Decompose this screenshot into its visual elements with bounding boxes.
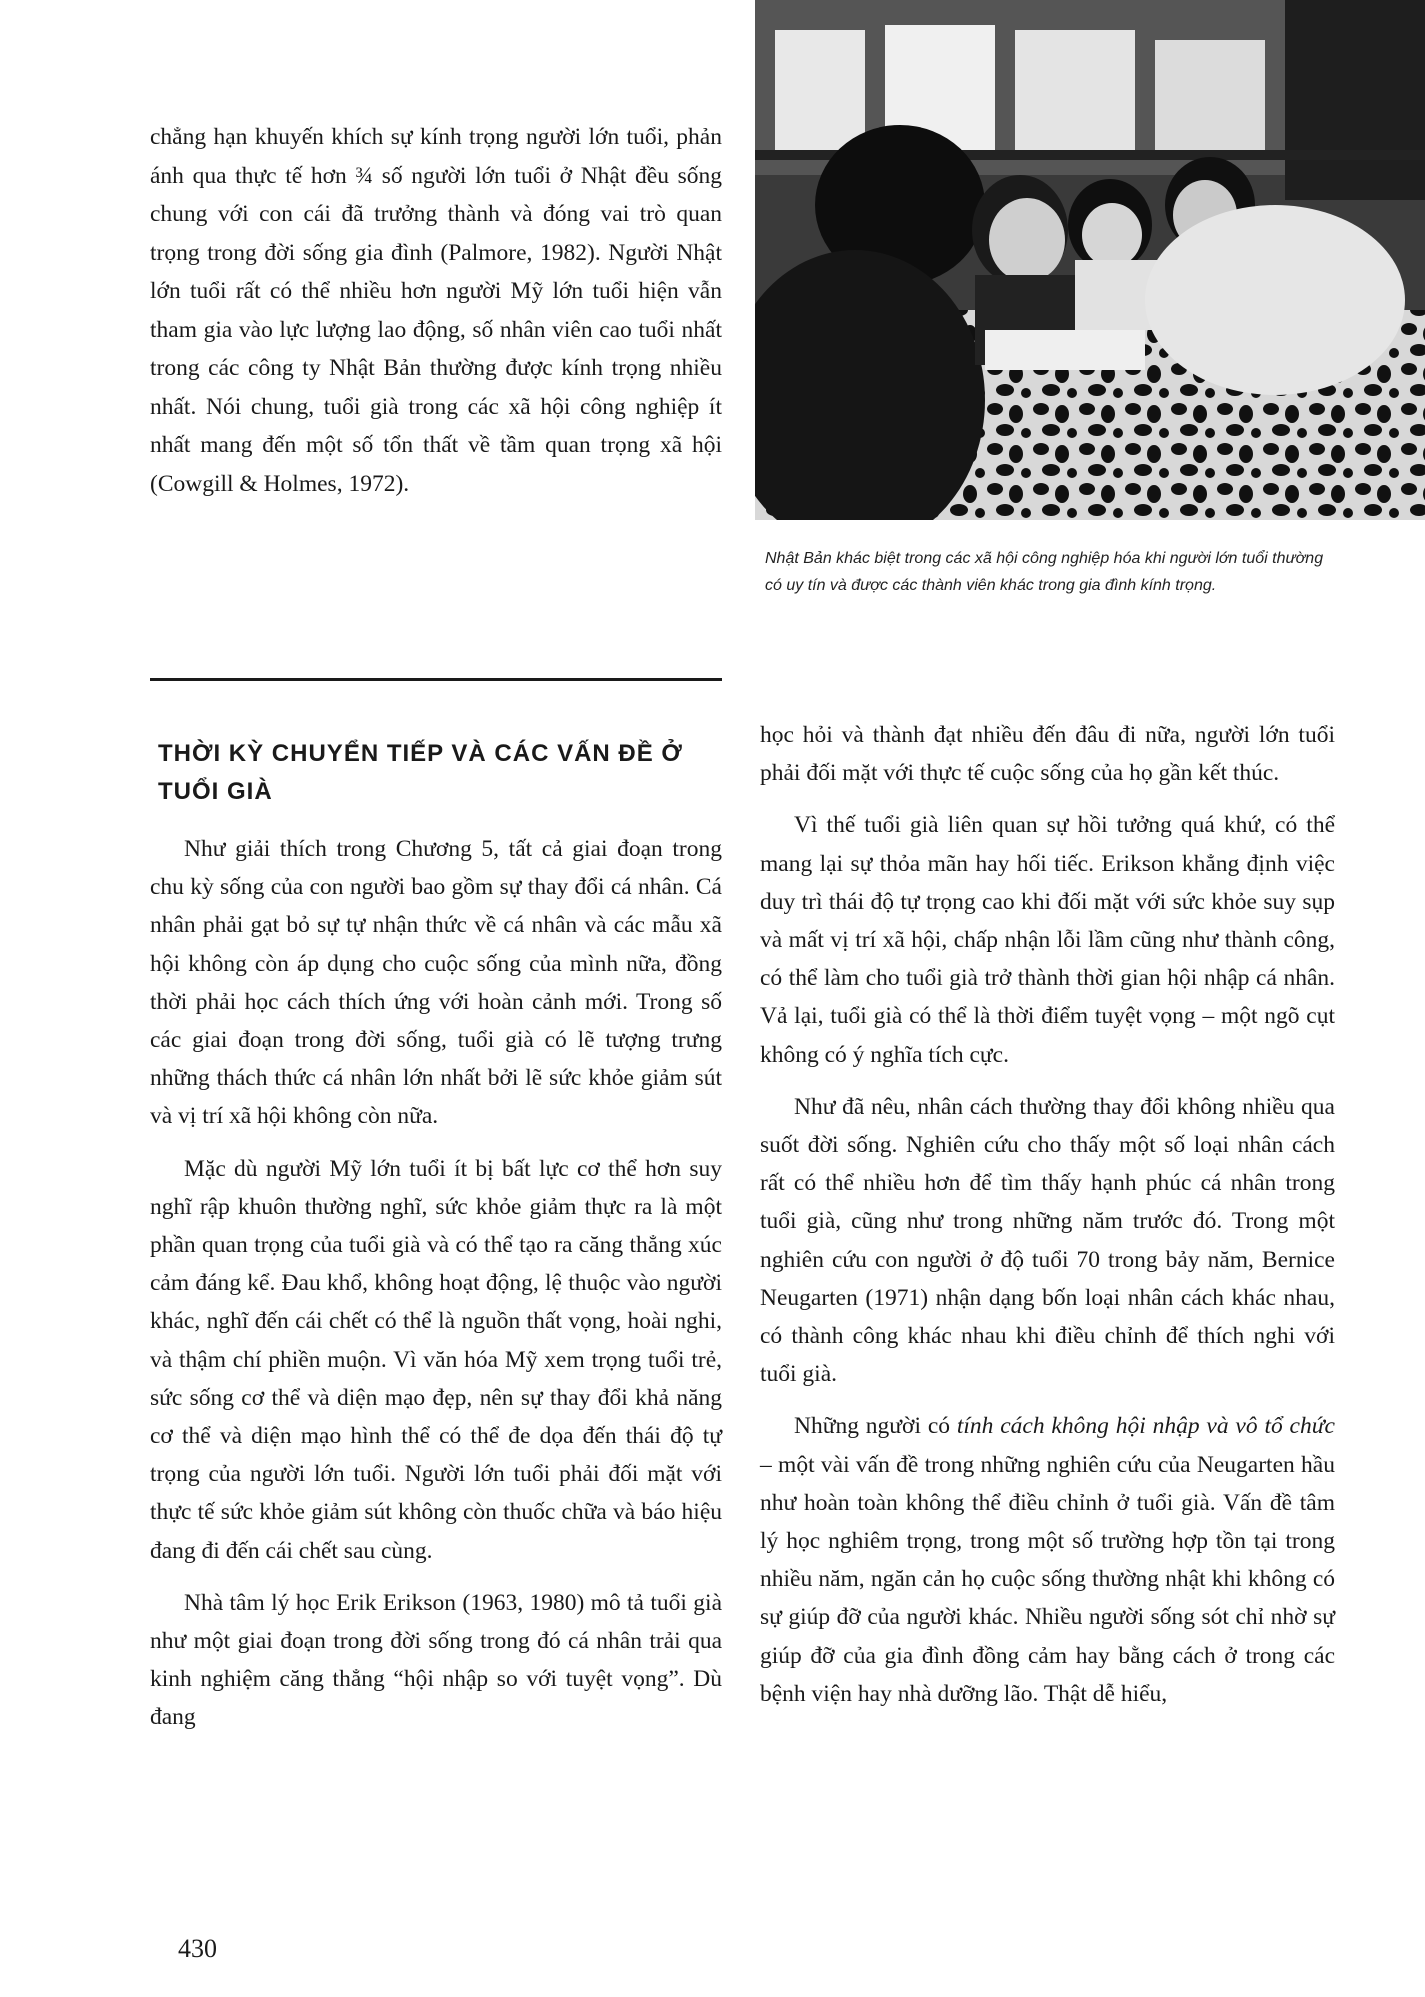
left-column <box>150 830 722 1737</box>
intro-paragraph: chẳng hạn khuyến khích sự kính trọng người lớn tuổi, phản ánh qua thực tế hơn ¾ số người lớn tuổi ở Nhật đều sống chung với con cái đã trưởng thành và đóng vai trò quan trọng trong đời sống gia đình (Palmore, 1982). Người Nhật lớn tuổi rất có thể nhiều hơn người Mỹ lớn tuổi hiện vẫn tham gia vào lực lượng lao động, số nhân viên cao tuổi nhất trong các công ty Nhật Bản thường được kính trọng nhiều nhất. Nói chung, tuổi già trong các xã hội công nghiệp ít nhất mang đến một số tổn thất về tầm quan trọng xã hội (Cowgill & Holmes, 1972). <box>150 124 722 497</box>
paragraph-lead: Những người có <box>794 1413 957 1440</box>
paragraph-rest: – một vài vấn đề trong những nghiên cứu của Neugarten hầu như hoàn toàn không thể điều chỉnh ở tuổi già. Vấn đề tâm lý học nghiêm trọng, trong một số trường hợp tồn tại trong nhiều năm, ngăn cản họ cuộc sống thường nhật khi không có sự giúp đỡ của người khác. Nhiều người sống sót chỉ nhờ sự giúp đỡ của gia đình đồng cảm hay bằng cách ở trong các bệnh viện hay nhà dưỡng lão. Thật dễ hiểu, <box>760 1451 1335 1707</box>
paragraph: Nhà tâm lý học Erik Erikson (1963, 1980) mô tả tuổi già như một giai đoạn trong đời sống trong đó cá nhân trải qua kinh nghiệm căng thẳng “hội nhập so với tuyệt vọng”. Dù đang <box>150 1589 722 1731</box>
right-column <box>760 716 1335 1713</box>
intro-text-block <box>150 118 722 503</box>
paragraph: Như giải thích trong Chương 5, tất cả giai đoạn trong chu kỳ sống của con người bao gồm sự thay đổi cá nhân. Cá nhân phải gạt bỏ sự tự nhận thức về cá nhân và các mẫu xã hội không còn áp dụng cho cuộc sống của mình nữa, đồng thời phải học cách thích ứng với hoàn cảnh mới. Trong số các giai đoạn trong đời sống, tuổi già có lẽ tượng trưng những thách thức cá nhân lớn nhất bởi lẽ sức khỏe giảm sút và vị trí xã hội không còn nữa. <box>150 836 722 1130</box>
photo-illustration <box>755 0 1425 520</box>
page-number: 430 <box>178 1934 217 1963</box>
paragraph-with-emphasis <box>760 1407 1335 1713</box>
paragraph: Như đã nêu, nhân cách thường thay đổi không nhiều qua suốt đời sống. Nghiên cứu cho thấy một số loại nhân cách rất có thể nhiều hơn để tìm thấy hạnh phúc cá nhân trong tuổi già, cũng như trong những năm trước đó. Trong một nghiên cứu con người ở độ tuổi 70 trong bảy năm, Bernice Neugarten (1971) nhận dạng bốn loại nhân cách khác nhau, có thành công khác nhau khi điều chỉnh để thích nghi với tuổi già. <box>760 1093 1335 1388</box>
emphasis-term: tính cách không hội nhập và vô tổ chức <box>956 1413 1335 1440</box>
paragraph: Mặc dù người Mỹ lớn tuổi ít bị bất lực cơ thể hơn suy nghĩ rập khuôn thường nghĩ, sức khỏe giảm thực ra là một phần quan trọng của tuổi già và có thể tạo ra căng thẳng xúc cảm đáng kể. Đau khổ, không hoạt động, lệ thuộc vào người khác, nghĩ đến cái chết có thể là nguồn thất vọng, hoài nghi, và thậm chí phiền muộn. Vì văn hóa Mỹ xem trọng tuổi trẻ, sức sống cơ thể và diện mạo đẹp, nên sự thay đổi khả năng cơ thể và diện mạo hình thể có thể đe dọa đến thái độ tự trọng của người lớn tuổi. Người lớn tuổi phải đối mặt với thực tế sức khỏe giảm sút không còn thuốc chữa và báo hiệu đang đi đến cái chết sau cùng. <box>150 1155 722 1564</box>
photo-caption: Nhật Bản khác biệt trong các xã hội công nghiệp hóa khi người lớn tuổi thường có uy tín và được các thành viên khác trong gia đình kính trọng. <box>765 550 1324 594</box>
paragraph: Vì thế tuổi già liên quan sự hồi tưởng quá khứ, có thể mang lại sự thỏa mãn hay hối tiếc. Erikson khẳng định việc duy trì thái độ tự trọng cao khi đối mặt với sức khỏe suy sụp và mất vị trí xã hội, chấp nhận lỗi lầm cũng như thành công, có thể làm cho tuổi già trở thành thời gian hội nhập cá nhân. Vả lại, tuổi già có thể là thời điểm tuyệt vọng – một ngõ cụt không có ý nghĩa tích cực. <box>760 812 1335 1068</box>
section-divider <box>150 678 722 681</box>
section-heading: THỜI KỲ CHUYỂN TIẾP VÀ CÁC VẤN ĐỀ Ở TUỔI GIÀ <box>158 740 683 805</box>
family-photo <box>755 0 1425 520</box>
continued-paragraph: học hỏi và thành đạt nhiều đến đâu đi nữa, người lớn tuổi phải đối mặt với thực tế cuộc sống của họ gần kết thúc. <box>760 722 1335 787</box>
